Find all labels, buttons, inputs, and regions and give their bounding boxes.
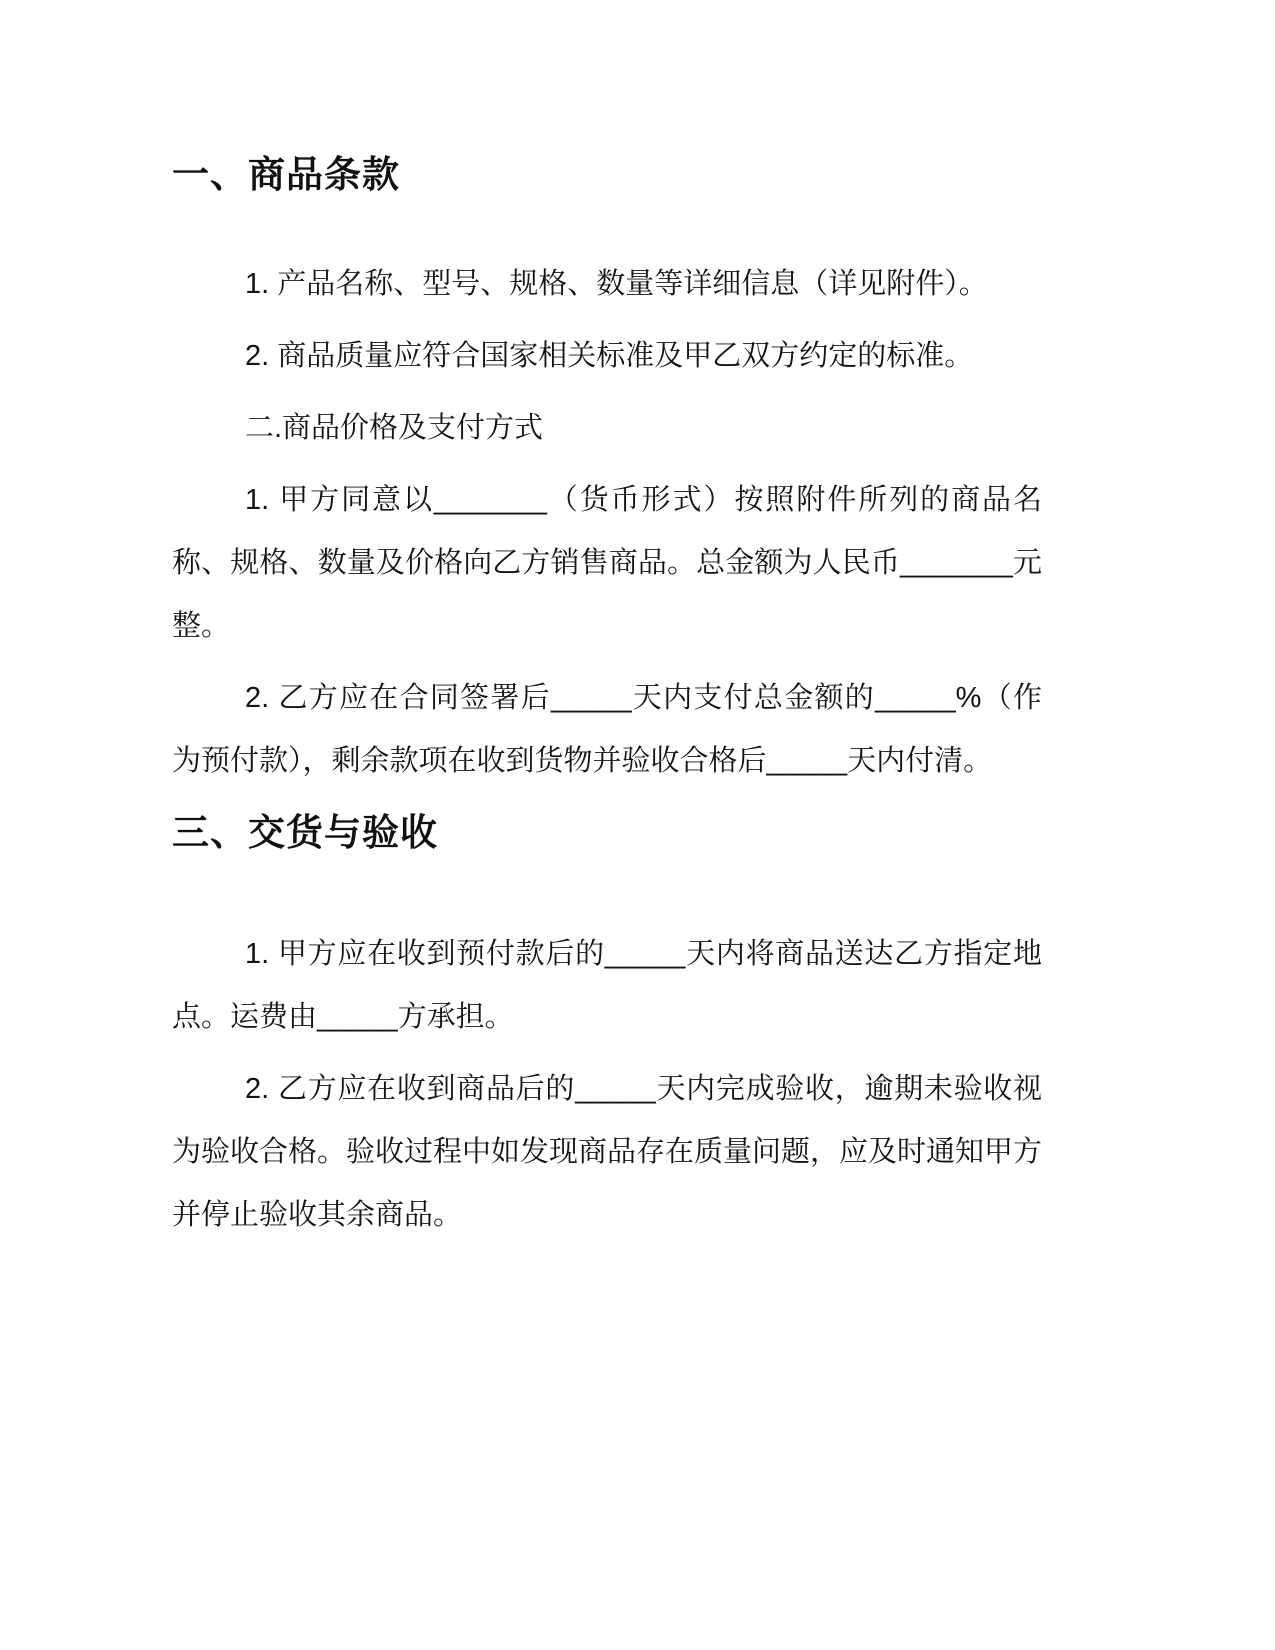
clause-price-currency: 1. 甲方同意以_______（货币形式）按照附件所列的商品名称、规格、数量及价格向乙方销售商品。总金额为人民币_______元整。 [172,484,1042,642]
clause-goods-details: 1. 产品名称、型号、规格、数量等详细信息（详见附件）。 [245,268,988,300]
subheading-price-payment: 二.商品价格及支付方式 [245,412,544,444]
heading-delivery-acceptance: 三、交货与验收 [172,812,438,853]
clause-delivery-terms: 1. 甲方应在收到预付款后的_____天内将商品送达乙方指定地点。运费由_____方承担。 [172,938,1042,1033]
heading-goods-terms: 一、商品条款 [172,154,400,195]
clause-payment-schedule: 2. 乙方应在合同签署后_____天内支付总金额的_____%（作为预付款），剩余款项在收到货物并验收合格后_____天内付清。 [172,682,1042,777]
clause-acceptance-terms: 2. 乙方应在收到商品后的_____天内完成验收，逾期未验收视为验收合格。验收过程中如发现商品存在质量问题，应及时通知甲方并停止验收其余商品。 [172,1073,1043,1231]
clause-goods-quality: 2. 商品质量应符合国家相关标准及甲乙双方约定的标准。 [245,340,974,372]
